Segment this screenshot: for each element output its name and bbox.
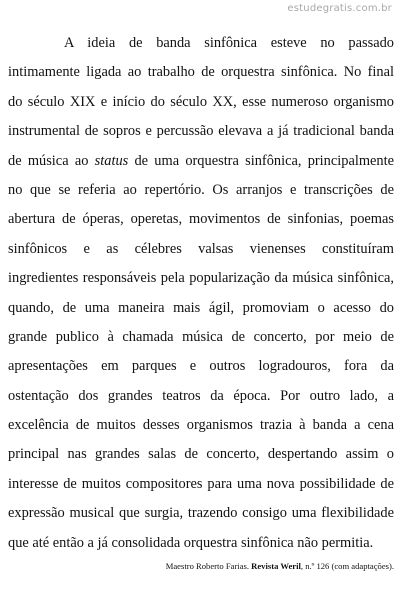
text-line: que até então a já consolidada orquestra sinfônica não permitia. bbox=[8, 534, 374, 551]
text-line: quando, de uma maneira mais ágil, promoviam o acesso do bbox=[8, 299, 394, 316]
text-line: intimamente ligada ao trabalho de orquestra sinfônica. No final bbox=[8, 64, 394, 81]
text-line: expressão musical que surgia, trazendo consigo uma flexibilidade bbox=[8, 505, 394, 522]
text-segment: de música ao bbox=[8, 152, 95, 169]
citation-author: Maestro Roberto Farias. bbox=[165, 561, 249, 571]
text-line: principal nas grandes salas de concerto, despertando assim o bbox=[8, 446, 394, 463]
text-segment: de uma orquestra sinfônica, principalmente bbox=[128, 152, 394, 169]
site-watermark: estudegratis.com.br bbox=[287, 3, 392, 14]
citation-publication: Revista Weril bbox=[251, 561, 301, 571]
text-line: ostentação dos grandes teatros da época. Por outro lado, a bbox=[8, 387, 394, 404]
text-line: ingredientes responsáveis pela popularização da música sinfônica, bbox=[8, 270, 394, 287]
text-line: instrumental de sopros e percussão elevava a já tradicional banda bbox=[8, 123, 394, 140]
citation-details: , n.º 126 (com adaptações). bbox=[300, 561, 394, 571]
text-line: grande publico à chamada música de concerto, por meio de bbox=[8, 328, 394, 345]
text-line: apresentações em parques e outros logradouros, fora da bbox=[8, 358, 394, 375]
text-line: no que se referia ao repertório. Os arranjos e transcrições de bbox=[8, 181, 394, 198]
text-line: do século XIX e início do século XX, esse numeroso organismo bbox=[8, 93, 394, 110]
source-citation bbox=[166, 561, 394, 571]
italic-term: status bbox=[94, 152, 129, 169]
passage-text bbox=[8, 29, 394, 558]
text-line: A ideia de banda sinfônica esteve no passado bbox=[64, 35, 394, 51]
text-line: abertura de óperas, operetas, movimentos de sinfonias, poemas bbox=[8, 211, 394, 228]
text-line: interesse de muitos compositores para uma nova possibilidade de bbox=[8, 475, 394, 492]
text-line: sinfônicos e as célebres valsas vienenses constituíram bbox=[8, 240, 394, 257]
text-line bbox=[8, 147, 394, 176]
text-line: excelência de muitos desses organismos trazia à banda a cena bbox=[8, 417, 394, 434]
